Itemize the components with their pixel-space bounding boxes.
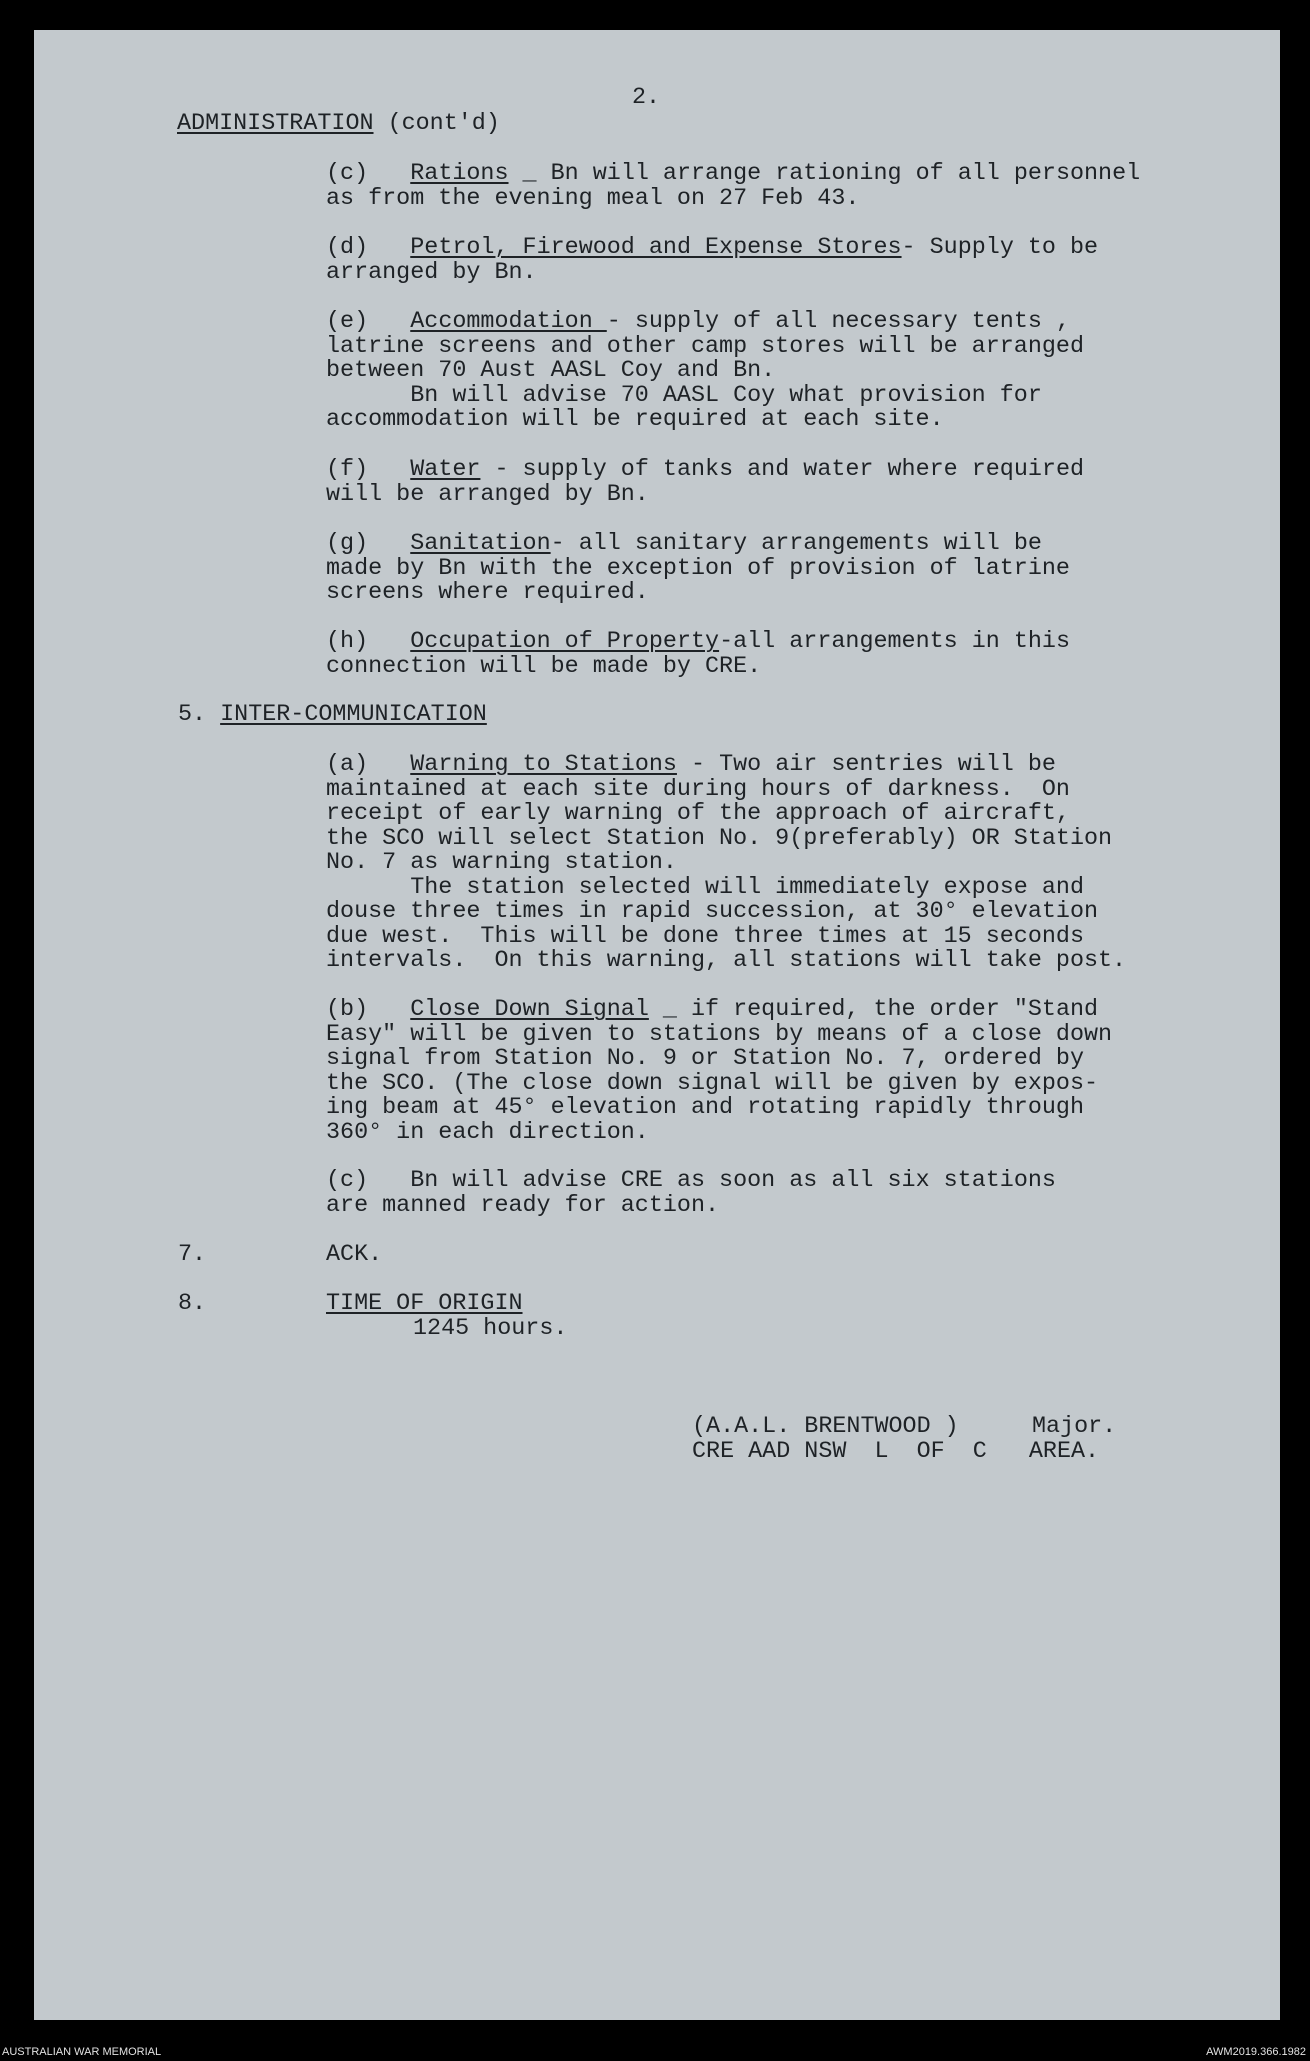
- admin-item-c-line: as from the evening meal on 27 Feb 43.: [326, 185, 860, 212]
- admin-item-h-line: connection will be made by CRE.: [326, 653, 762, 680]
- signature-rank: Major.: [1032, 1414, 1117, 1440]
- admin-item-g-line: made by Bn with the exception of provision of latrine: [326, 555, 1070, 582]
- footer-right: AWM2019.366.1982: [1206, 2046, 1306, 2058]
- admin-item-h: (h) Occupation of Property-all arrangements in this: [326, 629, 1070, 655]
- admin-item-e: (e) Accommodation - supply of all necessary tents ,: [326, 309, 1070, 335]
- admin-item-c: (c) Rations _ Bn will arrange rationing of all personnel: [326, 161, 1141, 187]
- section-5-heading: 5. INTER-COMMUNICATION: [178, 702, 487, 728]
- signature-unit: CRE AAD NSW L OF C AREA.: [692, 1438, 1100, 1465]
- comm-item-b-line: Easy" will be given to stations by means of a close down: [326, 1021, 1113, 1048]
- admin-item-e-line: between 70 Aust AASL Coy and Bn.: [326, 358, 776, 384]
- admin-item-f: (f) Water - supply of tanks and water where required: [326, 457, 1085, 483]
- comm-item-a-line: maintained at each site during hours of darkness. On: [326, 776, 1070, 803]
- comm-item-b-line: ing beam at 45° elevation and rotating rapidly through: [326, 1095, 1084, 1121]
- footer-left: AUSTRALIAN WAR MEMORIAL: [2, 2046, 162, 2058]
- admin-item-e-line: Bn will advise 70 AASL Coy what provision for: [326, 382, 1042, 409]
- section-8-title: TIME OF ORIGIN: [326, 1291, 523, 1317]
- admin-item-g: (g) Sanitation- all sanitary arrangements will be: [326, 531, 1042, 557]
- comm-item-a-line: the SCO will select Station No. 9(preferably) OR Station: [326, 825, 1113, 852]
- comm-item-b-line: the SCO. (The close down signal will be given by expos-: [326, 1070, 1099, 1097]
- page-number: 2.: [632, 85, 661, 111]
- comm-item-b: (b) Close Down Signal _ if required, the order "Stand: [326, 997, 1099, 1023]
- signature-name: (A.A.L. BRENTWOOD ): [692, 1414, 959, 1440]
- comm-item-b-line: 360° in each direction.: [326, 1119, 649, 1146]
- admin-item-d-line: arranged by Bn.: [326, 259, 537, 286]
- comm-item-a-line: douse three times in rapid succession, at 30° elevation: [326, 899, 1099, 925]
- section-heading-title: ADMINISTRATION: [177, 111, 374, 137]
- admin-item-e-line: accommodation will be required at each site.: [326, 407, 944, 433]
- comm-item-c: (c) Bn will advise CRE as soon as all six stations: [326, 1168, 1056, 1194]
- section-7-number: 7.: [178, 1242, 207, 1268]
- comm-item-a-line: The station selected will immediately expose and: [326, 874, 1084, 901]
- section-7-text: ACK.: [326, 1242, 383, 1268]
- section-heading: [177, 112, 500, 137]
- admin-item-f-line: will be arranged by Bn.: [326, 481, 649, 508]
- admin-item-d: (d) Petrol, Firewood and Expense Stores- Supply to be: [326, 235, 1099, 261]
- comm-item-a-line: No. 7 as warning station.: [326, 850, 677, 876]
- time-of-origin-value: 1245 hours.: [413, 1315, 568, 1342]
- comm-item-a-line: due west. This will be done three times at 15 seconds: [326, 923, 1084, 950]
- section-heading-suffix: (cont'd): [387, 111, 500, 137]
- comm-item-c-line: are manned ready for action.: [326, 1192, 720, 1219]
- comm-item-a-line: receipt of early warning of the approach of aircraft,: [326, 801, 1070, 827]
- comm-item-a: (a) Warning to Stations - Two air sentries will be: [326, 752, 1056, 778]
- comm-item-b-line: signal from Station No. 9 or Station No. 7, ordered by: [326, 1046, 1084, 1072]
- section-8-number: 8.: [178, 1291, 207, 1317]
- admin-item-g-line: screens where required.: [326, 580, 649, 606]
- admin-item-e-line: latrine screens and other camp stores will be arranged: [326, 333, 1084, 360]
- comm-item-a-line: intervals. On this warning, all stations will take post.: [326, 948, 1127, 974]
